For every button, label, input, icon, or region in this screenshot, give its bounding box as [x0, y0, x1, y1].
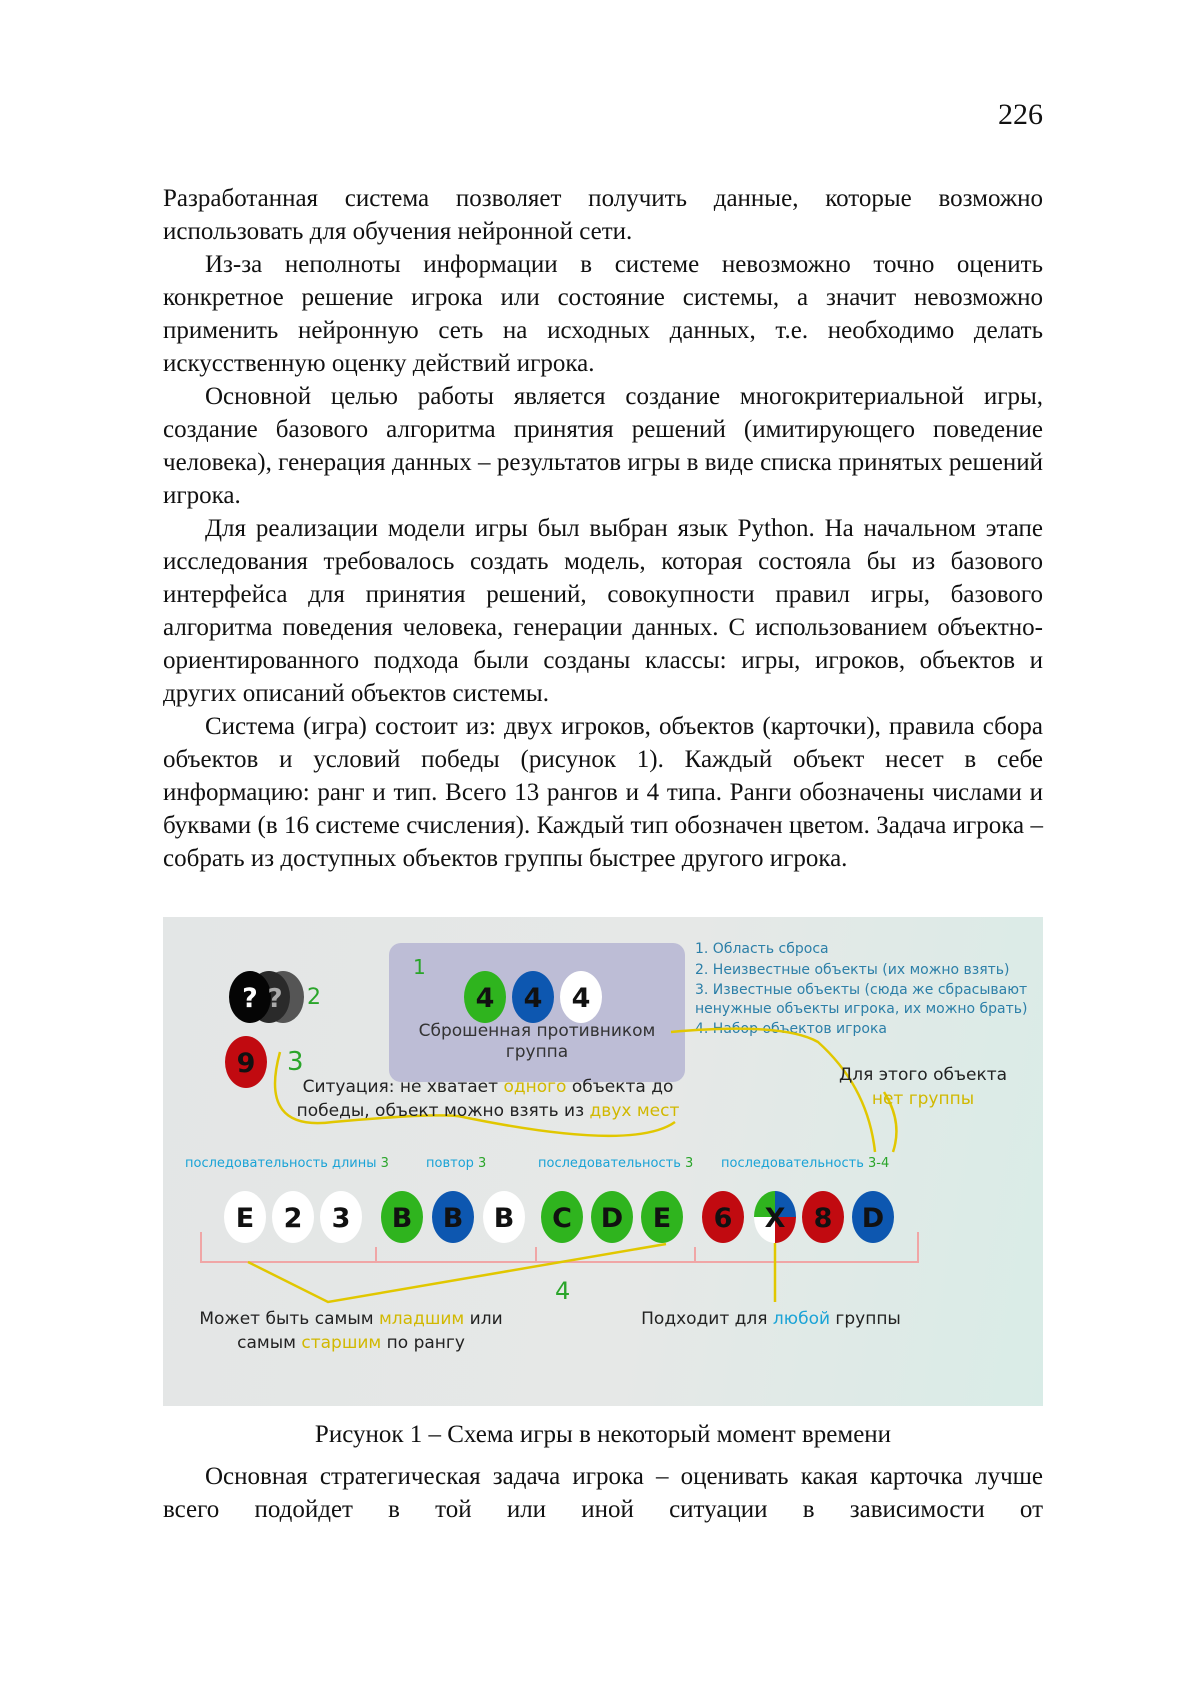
discard-card-3	[560, 971, 602, 1023]
hand-card-6	[483, 1191, 525, 1243]
discard-label-line-1: Сброшенная противником	[419, 1021, 656, 1041]
legend-item-1: 1. Область сброса	[695, 941, 829, 957]
hand-card-6-rank: B	[494, 1203, 515, 1234]
figure-caption: Рисунок 1 – Схема игры в некоторый момент времени	[163, 1418, 1043, 1451]
paragraph-3: Основной целью работы является создание многокритериальной игры, создание базового алгоритма принятия решений (имитирующего поведение человека), генерация данных – результатов игры в виде списка принятых решений игрока.	[163, 380, 1043, 512]
hand-card-3	[320, 1191, 362, 1243]
paragraph-4: Для реализации модели игры был выбран язык Python. На начальном этапе исследования требовалось создать модель, которая состояла бы из базового интерфейса для принятия решений, совокупности правил игры, базового алгоритма поведения человека, генерации данных. С использованием объектно-ориентированного подхода были созданы классы: игры, игроков, объектов и других описаний объектов системы.	[163, 512, 1043, 710]
hand-card-12-rank: 8	[814, 1203, 833, 1234]
legend-item-3-cont: ненужные объекты игрока, их можно брать)	[695, 1001, 1027, 1017]
discard-card-3-rank: 4	[572, 983, 591, 1014]
hand-card-4	[381, 1191, 423, 1243]
seq-label-4: последовательность 3-4	[721, 1156, 889, 1171]
legend-item-2: 2. Неизвестные объекты (их можно взять)	[695, 962, 1010, 978]
legend-item-3: 3. Известные объекты (сюда же сбрасывают	[695, 982, 1027, 998]
hand-card-2-rank: 2	[284, 1203, 303, 1234]
hand-card-8	[591, 1191, 633, 1243]
hand-card-3-rank: 3	[332, 1203, 351, 1234]
known-card-rank: 9	[237, 1048, 256, 1079]
any-group-note: Подходит для любой группы	[641, 1309, 901, 1329]
paragraph-5: Система (игра) состоит из: двух игроков, объектов (карточки), правила сбора объектов и условий победы (рисунок 1). Каждый объект несет в себе информацию: ранг и тип. Всего 13 рангов и 4 типа. Ранги обозначены числами и буквами (в 16 системе счисления). Каждый тип обозначен цветом. Задача игрока – собрать из доступных объектов группы быстрее другого игрока.	[163, 710, 1043, 875]
unknown-card-mark: ?	[242, 983, 258, 1014]
hand-card-13	[852, 1191, 894, 1243]
discard-card-1-rank: 4	[476, 983, 495, 1014]
hand-card-7-rank: C	[552, 1203, 572, 1234]
unknown-card-back-mark: ?	[267, 984, 282, 1014]
discard-card-2	[512, 971, 554, 1023]
discard-connector	[671, 1029, 875, 1152]
unknown-card-stack	[229, 971, 304, 1023]
body-text-continued	[163, 1460, 1043, 1526]
figure-game-scheme	[163, 917, 1043, 1406]
seq-label-3: последовательность 3	[538, 1156, 693, 1171]
paragraph-6: Основная стратегическая задача игрока – оценивать какая карточка лучше всего подойдет в той или иной ситуации в зависимости от	[163, 1460, 1043, 1526]
hand-card-1-rank: E	[236, 1203, 254, 1234]
situation-line-1: Ситуация: не хватает одного объекта до	[303, 1077, 674, 1097]
hand-card-13-rank: D	[862, 1203, 884, 1234]
game-scheme-diagram	[163, 917, 1043, 1406]
hand-card-5	[432, 1191, 474, 1243]
page-number: 226	[998, 100, 1043, 130]
hand-card-12	[802, 1191, 844, 1243]
hand-card-2	[272, 1191, 314, 1243]
no-group-line-1: Для этого объекта	[839, 1065, 1007, 1085]
hand-card-9	[641, 1191, 683, 1243]
rank-note-connector	[248, 1244, 666, 1302]
situation-line-2: победы, объект можно взять из двух мест	[297, 1101, 680, 1121]
hand-card-10	[702, 1191, 744, 1243]
hand-card-9-rank: E	[653, 1203, 671, 1234]
hand-card-11-joker	[754, 1191, 796, 1243]
discard-card-2-rank: 4	[524, 983, 543, 1014]
hand-card-1	[224, 1191, 266, 1243]
hand-card-5-rank: B	[443, 1203, 464, 1234]
rank-note-line-1: Может быть самым младшим или	[199, 1309, 502, 1329]
marker-1: 1	[413, 955, 426, 979]
paragraph-1: Разработанная система позволяет получить данные, которые возможно использовать для обучения нейронной сети.	[163, 182, 1043, 248]
known-card	[225, 1036, 267, 1088]
body-text	[163, 182, 1043, 875]
legend-item-4: 4. Набор объектов игрока	[695, 1021, 887, 1037]
discard-card-1	[464, 971, 506, 1023]
marker-4: 4	[555, 1277, 570, 1305]
hand-card-8-rank: D	[601, 1203, 623, 1234]
marker-2: 2	[307, 985, 321, 1010]
hand-card-10-rank: 6	[714, 1203, 733, 1234]
hand-card-11-rank: X	[765, 1203, 786, 1234]
seq-label-2: повтор 3	[426, 1156, 486, 1171]
rank-note-line-2: самым старшим по рангу	[237, 1333, 465, 1353]
no-group-line-2: нет группы	[872, 1089, 974, 1109]
marker-3: 3	[287, 1047, 304, 1077]
hand-card-4-rank: B	[392, 1203, 413, 1234]
paragraph-2: Из-за неполноты информации в системе невозможно точно оценить конкретное решение игрока или состояние системы, а значит невозможно применить нейронную сеть на исходных данных, т.е. необходимо делать искусственную оценку действий игрока.	[163, 248, 1043, 380]
hand-card-7	[541, 1191, 583, 1243]
discard-label-line-2: группа	[506, 1042, 568, 1062]
seq-label-1: последовательность длины 3	[185, 1156, 389, 1171]
